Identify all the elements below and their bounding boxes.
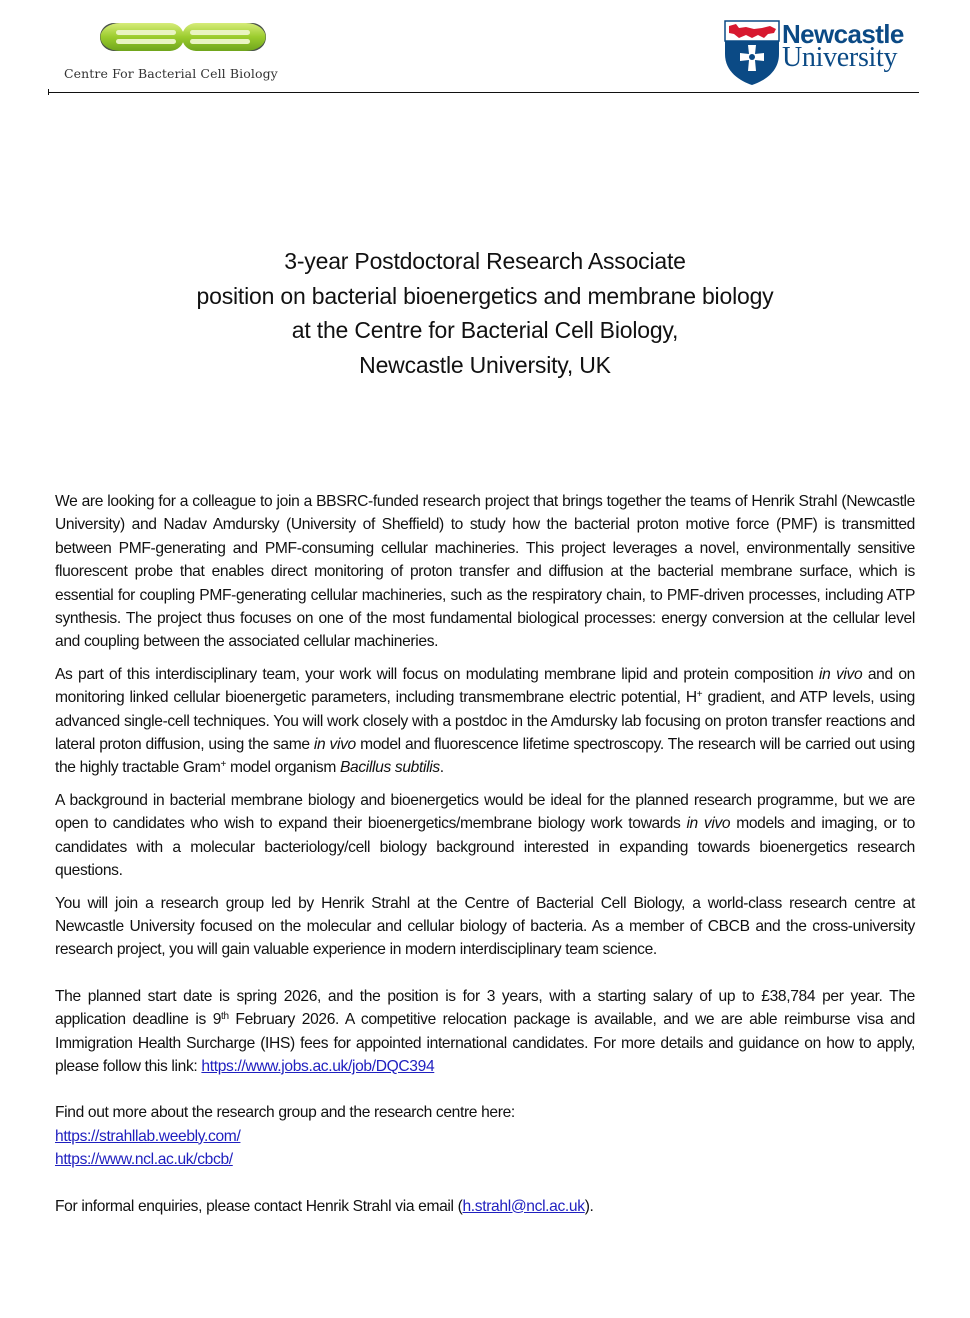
paragraph-candidate-background: [55, 789, 915, 883]
text: February 2026. A competitive relocation package is available, and we are able reimburse visa and Immigration Health Surcharge (IHS) fees for appointed international candidates. For more details and guidance on how to apply, please follow this link:: [55, 1011, 915, 1075]
text: ).: [584, 1197, 594, 1215]
paragraph-role-description: [55, 663, 915, 780]
cbcb-website-link[interactable]: https://www.ncl.ac.uk/cbcb/: [55, 1151, 233, 1169]
newcastle-university-logo: [724, 20, 920, 86]
superscript: th: [221, 1011, 229, 1023]
paragraph-position-details: [55, 985, 915, 1079]
text: models and imaging, or to candidates with a molecular bacteriology/cell biology background interested in expanding towards bioenergetics research questions.: [55, 815, 915, 880]
text: For informal enquiries, please contact Henrik Strahl via email (: [55, 1197, 463, 1215]
text: gradient, and ATP levels, using advanced single-cell techniques. You will work closely with a postdoc in the Amdursky lab focusing on proton transfer reactions and lateral proton diffusion, using the same: [55, 689, 915, 754]
paragraph-informal-enquiries: [55, 1195, 915, 1218]
title-line-2: position on bacterial bioenergetics and membrane biology: [196, 282, 774, 309]
superscript: +: [220, 759, 226, 771]
text: The planned start date is spring 2026, and the position is for 3 years, with a starting salary of up to £38,784 per year. The application deadline is 9: [55, 987, 915, 1029]
superscript: +: [696, 689, 703, 701]
cbcb-name: Centre For Bacterial Cell Biology: [64, 66, 278, 81]
newcastle-university-shield-icon: [724, 20, 780, 86]
job-application-link[interactable]: https://www.jobs.ac.uk/job/DQC394: [201, 1057, 435, 1075]
paragraph-find-out-more: [55, 1101, 915, 1171]
header-divider: [48, 92, 919, 93]
letterhead: [48, 0, 920, 95]
document-body: [55, 490, 915, 1218]
text: As part of this interdisciplinary team, your work will focus on modulating membrane lipid and protein composition: [55, 665, 819, 683]
title-line-4: Newcastle University, UK: [359, 351, 611, 378]
text: model organism: [225, 759, 340, 777]
strahl-lab-link[interactable]: https://strahllab.weebly.com/: [55, 1127, 241, 1145]
document-title: [0, 244, 970, 382]
contact-email-link[interactable]: h.strahl@ncl.ac.uk: [462, 1197, 585, 1215]
university-wordmark: University: [782, 42, 898, 73]
text: model and fluorescence lifetime spectroscopy. The research will be carried out using the highly tractable Gram: [55, 736, 915, 777]
title-line-3: at the Centre for Bacterial Cell Biology,: [291, 317, 679, 343]
text: .: [439, 759, 444, 777]
organism-name: Bacillus subtilis: [339, 759, 440, 777]
newcastle-wordmark: Newcastle: [782, 19, 904, 49]
text: Find out more about the research group and the research centre here:: [55, 1104, 515, 1122]
italic-term: in vivo: [818, 665, 863, 683]
text: and on monitoring linked cellular bioenergetic parameters, including transmembrane electric potential, H: [55, 665, 915, 707]
paragraph-project-overview: We are looking for a colleague to join a BBSRC-funded research project that brings together the teams of Henrik Strahl (Newcastle University) and Nadav Amdursky (University of Sheffield) to study how the bacterial proton motive force (PMF) is transmitted between PMF-generating and PMF-consuming cellular machineries. This project leverages a novel, environmentally sensitive fluorescent probe that enables direct monitoring of proton transfer and diffusion at the bacterial membrane surface, which is essential for coupling PMF-generating cellular machineries, such as the respiratory chain, to PMF-driven processes, including ATP synthesis. The project thus focuses on one of the most fundamental biological processes: energy conversion at the cellular level and coupling between the associated cellular machineries.: [55, 493, 915, 651]
italic-term: in vivo: [686, 815, 731, 833]
text: A background in bacterial membrane biology and bioenergetics would be ideal for the planned research programme, but we are open to candidates who wish to expand their bioenergetics/membrane biology work towards: [55, 791, 915, 833]
italic-term: in vivo: [313, 736, 356, 754]
cbcb-double-capsule-logo-icon: [98, 20, 268, 54]
title-line-1: 3-year Postdoctoral Research Associate: [284, 248, 686, 274]
paragraph-research-group: You will join a research group led by Henrik Strahl at the Centre of Bacterial Cell Biology, a world-class research centre at Newcastle University focused on the molecular and cellular biology of bacteria. As a member of CBCB and the cross-university research project, you will gain valuable experience in modern interdisciplinary team science.: [55, 894, 915, 959]
